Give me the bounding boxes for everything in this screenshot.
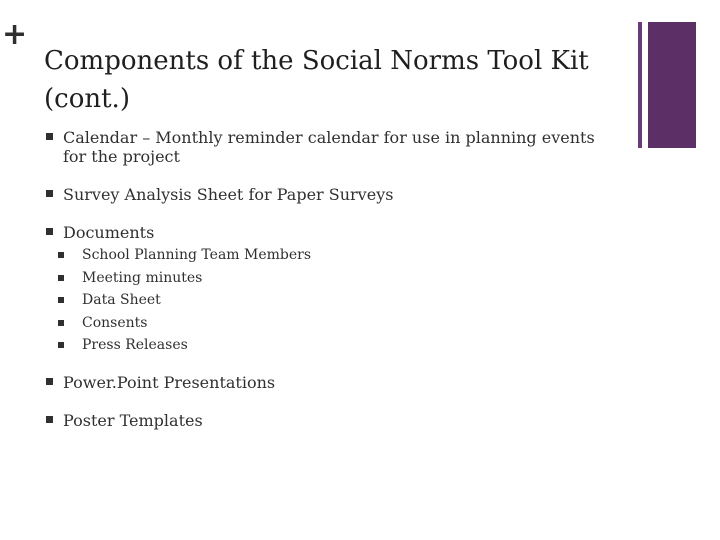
sub-item-text: Data Sheet: [82, 292, 161, 308]
sub-item: [46, 334, 606, 357]
sub-item: [46, 289, 606, 312]
square-bullet-icon: [46, 378, 53, 385]
sub-item: [46, 244, 606, 267]
list-item-powerpoint: [46, 373, 606, 392]
sub-item: [46, 267, 606, 290]
list-item-survey: [46, 185, 606, 204]
list-item-posters: [46, 411, 606, 430]
list-item-text: Poster Templates: [63, 410, 203, 430]
plus-icon: +: [2, 17, 28, 52]
sub-item-text: Meeting minutes: [82, 269, 203, 286]
slide-title: Components of the Social Norms Tool Kit (cont.): [44, 46, 589, 114]
sub-item: [46, 312, 606, 335]
square-bullet-icon: [58, 297, 64, 303]
list-item-text: Survey Analysis Sheet for Paper Surveys: [63, 185, 394, 204]
sub-item-text: Press Releases: [82, 337, 188, 353]
sub-item-text: Consents: [82, 314, 148, 331]
list-item-calendar: [46, 128, 606, 166]
square-bullet-icon: [46, 228, 53, 235]
square-bullet-icon: [46, 416, 53, 423]
list-item-text: Documents: [63, 223, 155, 242]
accent-bar-thin: [638, 22, 642, 148]
list-item-text: Calendar – Monthly reminder calendar for use in planning events for the project: [63, 128, 595, 166]
square-bullet-icon: [58, 275, 64, 281]
documents-sublist: [63, 244, 606, 357]
bullet-list: [46, 128, 606, 430]
list-item-documents: [46, 223, 606, 357]
square-bullet-icon: [58, 320, 64, 326]
sub-item-text: School Planning Team Members: [82, 247, 312, 263]
square-bullet-icon: [46, 133, 53, 140]
square-bullet-icon: [46, 190, 53, 197]
list-item-text: Power.Point Presentations: [63, 372, 276, 392]
square-bullet-icon: [58, 342, 64, 348]
square-bullet-icon: [58, 252, 64, 258]
accent-bar-thick: [648, 22, 696, 148]
